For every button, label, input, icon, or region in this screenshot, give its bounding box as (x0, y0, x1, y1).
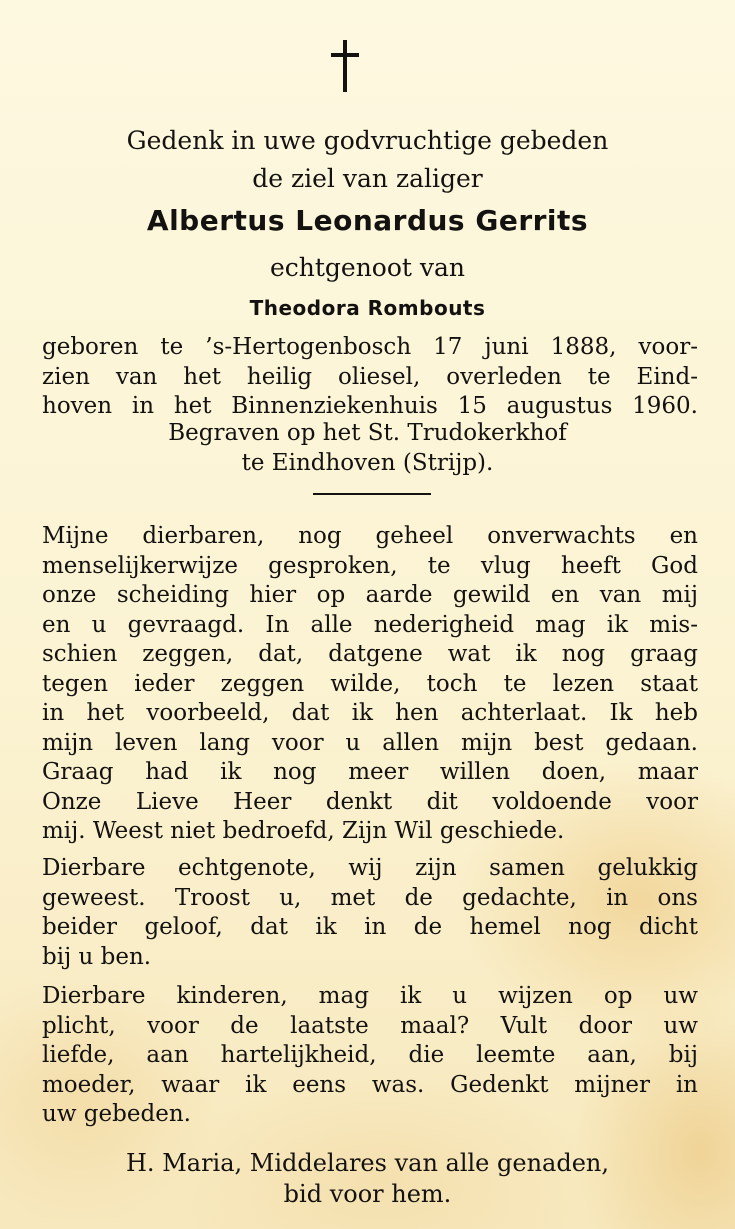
paragraph-line: schien zeggen, dat, datgene wat ik nog graag (42, 641, 698, 667)
paragraph-line: in het voorbeeld, dat ik hen achterlaat. Ik heb (42, 700, 698, 726)
paragraph-message (42, 522, 698, 847)
intro-line-1: Gedenk in uwe godvruchtige gebeden (126, 126, 609, 155)
paragraph-line: beider geloof, dat ik in de hemel nog dicht (42, 914, 698, 940)
paragraph-line: mijn leven lang voor u allen mijn best gedaan. (42, 729, 698, 756)
paragraph-line: Dierbare kinderen, mag ik u wijzen op uw (42, 983, 698, 1009)
bio-line: zien van het heilig oliesel, overleden te Eind- (42, 363, 698, 390)
bio-line: geboren te ’s-Hertogenbosch 17 juni 1888, voor- (42, 334, 698, 360)
paragraph-line: plicht, voor de laatste maal? Vult door uw (42, 1012, 698, 1039)
paragraph-line: tegen ieder zeggen wilde, toch te lezen staat (42, 670, 698, 697)
divider-line (313, 493, 431, 495)
closing-line-2: bid voor hem. (283, 1180, 452, 1208)
closing-line-1: H. Maria, Middelares van alle genaden, (126, 1149, 609, 1177)
paragraph-children (42, 982, 698, 1130)
paragraph-line: geweest. Troost u, met de gedachte, in ons (42, 884, 698, 911)
spouse-name: Theodora Rombouts (249, 296, 486, 320)
paragraph-line: Dierbare echtgenote, wij zijn samen gelukkig (42, 855, 698, 881)
paragraph-line: en u gevraagd. In alle nederigheid mag ik mis- (42, 611, 698, 638)
relation-text: echtgenoot van (269, 253, 466, 282)
paragraph-line: onze scheiding hier op aarde gewild en van mij (42, 582, 698, 608)
paragraph-line: Onze Lieve Heer denkt dit voldoende voor (42, 788, 698, 815)
bio-block (42, 333, 698, 422)
bio-line: hoven in het Binnenziekenhuis 15 augustus 1960. (42, 393, 698, 419)
burial-line-1: Begraven op het St. Trudokerkhof (168, 420, 567, 446)
paragraph-line: liefde, aan hartelijkheid, die leemte aan, bij (42, 1042, 698, 1068)
paragraph-spouse (42, 854, 698, 972)
paragraph-line: moeder, waar ik eens was. Gedenkt mijner in (42, 1071, 698, 1098)
paragraph-line: menselijkerwijze gesproken, te vlug heeft God (42, 552, 698, 579)
burial-line-2: te Eindhoven (Strijp). (241, 450, 494, 476)
paragraph-line: bij u ben. (42, 943, 152, 970)
paragraph-line: Graag had ik nog meer willen doen, maar (42, 759, 698, 785)
paragraph-line: uw gebeden. (42, 1101, 191, 1127)
paragraph-line: Mijne dierbaren, nog geheel onverwachts en (42, 523, 698, 549)
deceased-name: Albertus Leonardus Gerrits (146, 204, 589, 237)
intro-line-2: de ziel van zaliger (252, 164, 483, 193)
paragraph-line: mij. Weest niet bedroefd, Zijn Wil geschiede. (42, 818, 565, 844)
